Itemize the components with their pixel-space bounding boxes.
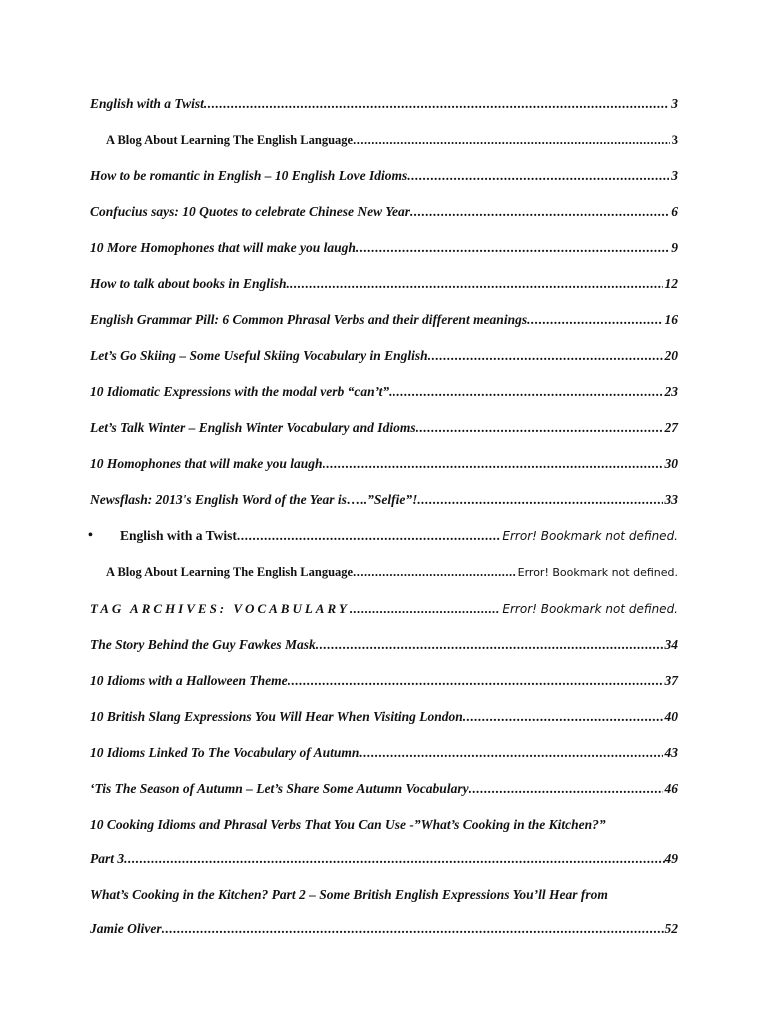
toc-entry-title: English with a Twist (90, 96, 204, 111)
toc-entry-title: Newsflash: 2013's English Word of the Year is…..”Selfie”! (90, 492, 418, 507)
toc-leader-dots (469, 781, 663, 797)
toc-entry-title: English with a Twist (120, 528, 237, 543)
toc-entry-title: A Blog About Learning The English Language (106, 133, 354, 147)
toc-entry[interactable] (90, 240, 678, 256)
toc-entry-title: Let’s Talk Winter – English Winter Vocabulary and Idioms (90, 420, 416, 435)
toc-leader-dots (323, 456, 663, 472)
toc-leader-dots (316, 637, 663, 653)
toc-entry[interactable] (90, 492, 678, 508)
toc-entry[interactable] (90, 204, 678, 220)
toc-entry[interactable] (90, 276, 678, 292)
toc-entry[interactable] (90, 456, 678, 472)
toc-entry-title: TAG ARCHIVES: VOCABULARY (90, 601, 350, 616)
bullet-icon: • (88, 528, 93, 543)
toc-entry[interactable] (90, 132, 678, 148)
toc-leader-dots (162, 921, 665, 937)
toc-entry[interactable] (90, 420, 678, 436)
toc-entry-title: 10 Idiomatic Expressions with the modal verb “can’t”. (90, 384, 393, 399)
toc-entry-page: Error! Bookmark not defined. (502, 602, 678, 616)
toc-leader-dots (407, 168, 669, 184)
toc-entry-page: 30 (664, 456, 678, 471)
toc-entry-page: 49 (664, 851, 678, 866)
toc-leader-dots (416, 420, 663, 436)
toc-leader-dots (428, 348, 663, 364)
toc-entry-page: Error! Bookmark not defined. (517, 566, 678, 579)
toc-entry[interactable] (90, 601, 678, 617)
toc-entry-title: 10 More Homophones that will make you laugh (90, 240, 356, 255)
toc-entry-page: 20 (664, 348, 678, 363)
toc-leader-dots (353, 564, 516, 580)
toc-entry[interactable] (90, 745, 678, 761)
toc-entry[interactable] (90, 384, 678, 400)
toc-entry-multiline[interactable] (90, 887, 678, 937)
toc-entry[interactable] (90, 168, 678, 184)
toc-leader-dots (290, 276, 663, 292)
toc-entry-title-continued: Part 3 (90, 851, 125, 866)
toc-entry-page: 23 (664, 384, 678, 399)
toc-entry-page: 3 (671, 168, 678, 183)
toc-entry-title: 10 Idioms with a Halloween Theme (90, 673, 288, 688)
toc-leader-dots (124, 851, 664, 867)
toc-entry[interactable] (90, 673, 678, 689)
toc-leader-dots (527, 312, 662, 328)
toc-leader-dots (417, 492, 662, 508)
toc-entry-title: Confucius says: 10 Quotes to celebrate Chinese New Year (90, 204, 410, 219)
toc-leader-dots (237, 528, 500, 544)
toc-leader-dots (463, 709, 663, 725)
toc-entry-title: ‘Tis The Season of Autumn – Let’s Share Some Autumn Vocabulary (90, 781, 469, 796)
toc-entry-title: What’s Cooking in the Kitchen? Part 2 – Some British English Expressions You’ll Hear from (90, 887, 608, 902)
toc-leader-dots (410, 204, 669, 220)
toc-leader-dots (353, 132, 670, 148)
toc-entry-title: How to be romantic in English – 10 English Love Idioms (90, 168, 408, 183)
toc-entry-page: 6 (671, 204, 678, 219)
toc-entry-page: Error! Bookmark not defined. (502, 529, 678, 543)
toc-leader-dots (288, 673, 663, 689)
toc-entry-title: English Grammar Pill: 6 Common Phrasal Verbs and their different meanings (90, 312, 528, 327)
toc-entry-title: 10 Cooking Idioms and Phrasal Verbs That You Can Use -”What’s Cooking in the Kitchen?” (90, 817, 606, 832)
toc-entry-page: 34 (664, 637, 678, 652)
toc-entry[interactable] (90, 564, 678, 581)
toc-entry[interactable] (90, 781, 678, 797)
toc-entry-title-continued: Jamie Oliver (90, 921, 162, 936)
toc-leader-dots (350, 601, 501, 617)
toc-entry-page: 33 (664, 492, 678, 507)
toc-entry-page: 3 (671, 96, 678, 111)
toc-entry-page: 40 (664, 709, 678, 724)
toc-entry-page: 46 (664, 781, 678, 796)
toc-entry-page: 43 (664, 745, 678, 760)
toc-entry-page: 16 (664, 312, 678, 327)
toc-entry-title: The Story Behind the Guy Fawkes Mask (90, 637, 316, 652)
toc-entry-multiline[interactable] (90, 817, 678, 867)
toc-entry[interactable] (90, 709, 678, 725)
toc-entry-page: 9 (671, 240, 678, 255)
toc-entry-title: A Blog About Learning The English Language (106, 565, 354, 579)
toc-entry[interactable] (90, 96, 678, 112)
toc-entry-title: How to talk about books in English. (90, 276, 290, 291)
toc-entry-page: 52 (664, 921, 678, 936)
toc-entry[interactable] (90, 637, 678, 653)
toc-entry-page: 3 (671, 133, 678, 147)
toc-entry-page: 27 (664, 420, 678, 435)
toc-leader-dots (393, 384, 663, 400)
toc-entry-title: Let’s Go Skiing – Some Useful Skiing Vocabulary in English (90, 348, 428, 363)
table-of-contents (90, 96, 678, 957)
toc-leader-dots (359, 745, 662, 761)
toc-entry[interactable] (90, 312, 678, 328)
toc-entry-title: 10 Homophones that will make you laugh (90, 456, 323, 471)
toc-entry-title: 10 Idioms Linked To The Vocabulary of Autumn (90, 745, 360, 760)
toc-leader-dots (356, 240, 669, 256)
toc-entry-page: 12 (664, 276, 678, 291)
toc-leader-dots (204, 96, 669, 112)
toc-entry[interactable] (90, 348, 678, 364)
toc-entry[interactable] (90, 528, 678, 544)
toc-entry-title: 10 British Slang Expressions You Will Hear When Visiting London (90, 709, 463, 724)
toc-entry-page: 37 (664, 673, 678, 688)
